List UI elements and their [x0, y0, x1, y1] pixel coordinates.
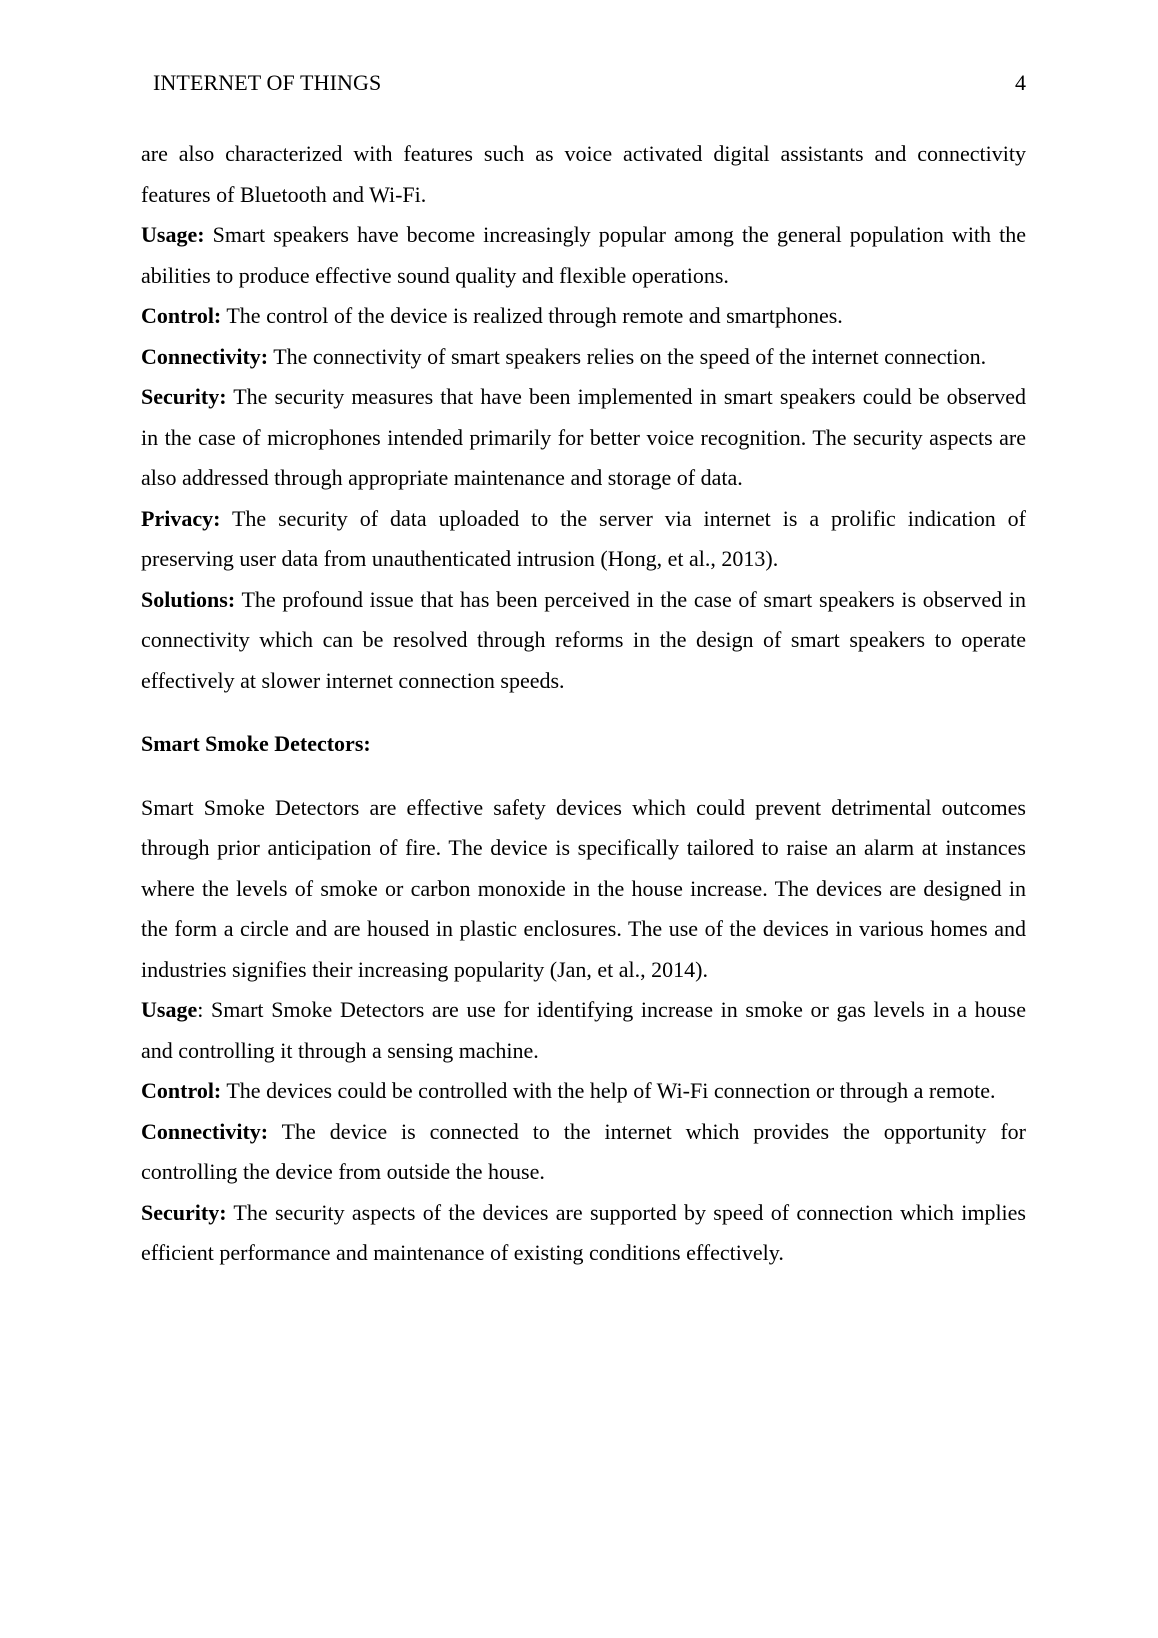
section-heading-smoke-detectors: Smart Smoke Detectors:	[141, 731, 371, 756]
security-label: Security:	[141, 1199, 227, 1225]
connectivity-label: Connectivity:	[141, 343, 269, 369]
speakers-control-paragraph	[141, 296, 1026, 337]
smoke-control-paragraph	[141, 1071, 1026, 1112]
security-text: The security measures that have been implemented in smart speakers could be observed in the case of microphones intended primarily for better voice recognition. The security aspects are also addressed through appropriate maintenance and storage of data.	[141, 384, 1026, 490]
control-text: The devices could be controlled with the help of Wi-Fi connection or through a remote.	[221, 1078, 996, 1103]
security-label: Security:	[141, 384, 227, 409]
usage-label: Usage	[141, 997, 198, 1022]
connectivity-text: The device is connected to the internet which provides the opportunity for controlling the device from outside the house.	[141, 1118, 1026, 1184]
speakers-intro-paragraph: are also characterized with features such as voice activated digital assistants and connectivity features of Bluetooth and Wi-Fi.	[141, 141, 1026, 207]
document-body	[141, 134, 1026, 1274]
speakers-privacy-paragraph	[141, 499, 1026, 580]
connectivity-text: The connectivity of smart speakers relies on the speed of the internet connection.	[268, 343, 987, 369]
smoke-usage-paragraph	[141, 990, 1026, 1071]
control-label: Control:	[141, 1078, 222, 1103]
speakers-security-paragraph	[141, 377, 1026, 499]
smoke-intro-paragraph: Smart Smoke Detectors are effective safety devices which could prevent detrimental outcomes through prior anticipation of fire. The device is specifically tailored to raise an alarm at instances where the levels of smoke or carbon monoxide in the house increase. The devices are designed in the form a circle and are housed in plastic enclosures. The use of the devices in various homes and industries signifies their increasing popularity (Jan, et al., 2014).	[141, 794, 1026, 982]
control-text: The control of the device is realized through remote and smartphones.	[221, 303, 843, 328]
speakers-solutions-paragraph	[141, 580, 1026, 702]
smoke-security-paragraph	[141, 1193, 1026, 1274]
solutions-label: Solutions:	[141, 586, 236, 612]
connectivity-label: Connectivity:	[141, 1118, 269, 1144]
page-number: 4	[1015, 70, 1026, 95]
usage-text: Smart speakers have become increasingly popular among the general population with the abilities to produce effective sound quality and flexible operations.	[141, 222, 1026, 288]
security-text: The security aspects of the devices are supported by speed of connection which implies efficient performance and maintenance of existing conditions effectively.	[141, 1199, 1026, 1265]
privacy-text: The security of data uploaded to the server via internet is a prolific indication of preserving user data from unauthenticated intrusion (Hong, et al., 2013).	[141, 505, 1026, 571]
speakers-usage-paragraph	[141, 215, 1026, 296]
privacy-label: Privacy:	[141, 505, 221, 531]
running-header-title: INTERNET OF THINGS	[153, 70, 382, 95]
control-label: Control:	[141, 303, 222, 328]
usage-text: : Smart Smoke Detectors are use for identifying increase in smoke or gas levels in a house and controlling it through a sensing machine.	[141, 997, 1026, 1063]
solutions-text: The profound issue that has been perceived in the case of smart speakers is observed in connectivity which can be resolved through reforms in the design of smart speakers to operate effectively at slower internet connection speeds.	[141, 586, 1026, 693]
speakers-connectivity-paragraph	[141, 337, 1026, 378]
usage-label: Usage:	[141, 222, 205, 247]
smoke-connectivity-paragraph	[141, 1112, 1026, 1193]
